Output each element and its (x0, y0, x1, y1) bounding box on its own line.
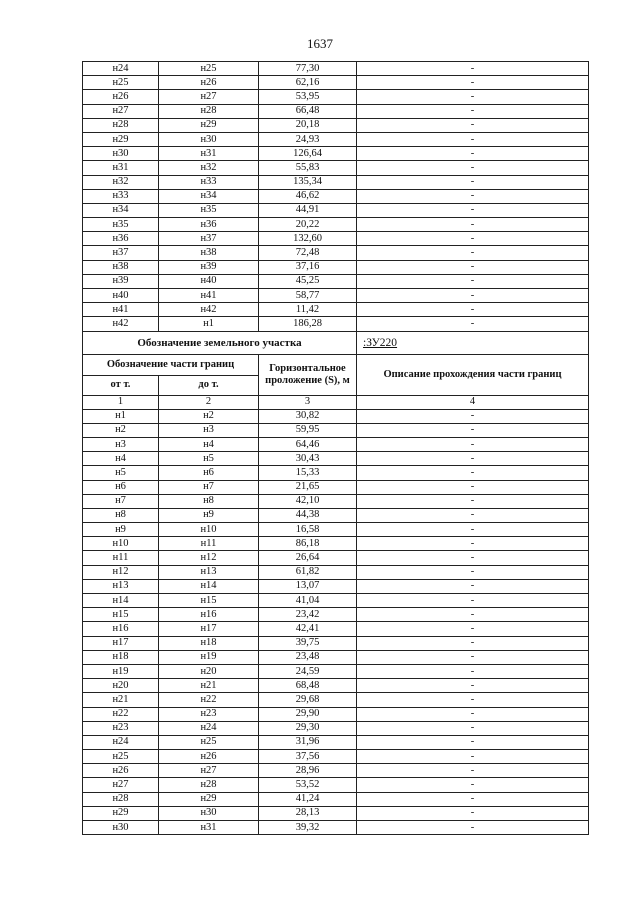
table-row (83, 260, 589, 274)
point-from: н42 (83, 317, 159, 331)
length-value: 53,95 (259, 90, 357, 104)
table-row (83, 274, 589, 288)
col-number-4: 4 (357, 395, 589, 409)
point-to: н20 (159, 664, 259, 678)
description: - (357, 76, 589, 90)
description: - (357, 735, 589, 749)
point-to: н33 (159, 175, 259, 189)
parcel-code: :ЗУ220 (357, 331, 589, 354)
point-from: н11 (83, 551, 159, 565)
description: - (357, 494, 589, 508)
point-from: н23 (83, 721, 159, 735)
point-from: н14 (83, 594, 159, 608)
point-to: н10 (159, 523, 259, 537)
point-from: н33 (83, 189, 159, 203)
table-row (83, 650, 589, 664)
description: - (357, 104, 589, 118)
header-desc: Описание прохождения части границ (357, 354, 589, 395)
point-from: н8 (83, 508, 159, 522)
col-number-3: 3 (259, 395, 357, 409)
description: - (357, 409, 589, 423)
point-to: н35 (159, 203, 259, 217)
table-row (83, 679, 589, 693)
length-value: 132,60 (259, 232, 357, 246)
description: - (357, 594, 589, 608)
table-row (83, 409, 589, 423)
length-value: 11,42 (259, 303, 357, 317)
table-row (83, 303, 589, 317)
table-row (83, 792, 589, 806)
table-row (83, 608, 589, 622)
length-value: 72,48 (259, 246, 357, 260)
description: - (357, 452, 589, 466)
table-row (83, 147, 589, 161)
point-from: н34 (83, 203, 159, 217)
description: - (357, 289, 589, 303)
description: - (357, 303, 589, 317)
length-value: 31,96 (259, 735, 357, 749)
length-value: 29,30 (259, 721, 357, 735)
point-from: н37 (83, 246, 159, 260)
point-to: н6 (159, 466, 259, 480)
description: - (357, 821, 589, 835)
point-from: н26 (83, 90, 159, 104)
table-row (83, 565, 589, 579)
point-from: н21 (83, 693, 159, 707)
point-to: н25 (159, 735, 259, 749)
table-row (83, 707, 589, 721)
table-row (83, 664, 589, 678)
point-to: н27 (159, 764, 259, 778)
table-row (83, 466, 589, 480)
length-value: 135,34 (259, 175, 357, 189)
length-value: 16,58 (259, 523, 357, 537)
point-to: н17 (159, 622, 259, 636)
length-value: 23,42 (259, 608, 357, 622)
length-value: 30,43 (259, 452, 357, 466)
point-from: н24 (83, 735, 159, 749)
point-from: н5 (83, 466, 159, 480)
top-rows (83, 62, 589, 332)
table-row (83, 551, 589, 565)
point-from: н25 (83, 750, 159, 764)
point-from: н12 (83, 565, 159, 579)
point-from: н26 (83, 764, 159, 778)
table-row (83, 622, 589, 636)
point-to: н18 (159, 636, 259, 650)
point-from: н6 (83, 480, 159, 494)
length-value: 37,56 (259, 750, 357, 764)
length-value: 23,48 (259, 650, 357, 664)
length-value: 53,52 (259, 778, 357, 792)
table-row (83, 118, 589, 132)
point-to: н8 (159, 494, 259, 508)
length-value: 37,16 (259, 260, 357, 274)
length-value: 61,82 (259, 565, 357, 579)
description: - (357, 260, 589, 274)
point-to: н4 (159, 437, 259, 451)
point-to: н37 (159, 232, 259, 246)
length-value: 20,18 (259, 118, 357, 132)
header-length: Горизонтальное проложение (S), м (259, 354, 357, 395)
description: - (357, 693, 589, 707)
description: - (357, 480, 589, 494)
description: - (357, 636, 589, 650)
point-from: н36 (83, 232, 159, 246)
length-value: 39,75 (259, 636, 357, 650)
length-value: 62,16 (259, 76, 357, 90)
table-row (83, 523, 589, 537)
description: - (357, 232, 589, 246)
length-value: 24,59 (259, 664, 357, 678)
description: - (357, 508, 589, 522)
point-to: н12 (159, 551, 259, 565)
point-from: н18 (83, 650, 159, 664)
point-from: н41 (83, 303, 159, 317)
point-from: н13 (83, 579, 159, 593)
table-row (83, 594, 589, 608)
description: - (357, 161, 589, 175)
col-number-2: 2 (159, 395, 259, 409)
description: - (357, 622, 589, 636)
description: - (357, 203, 589, 217)
point-to: н36 (159, 218, 259, 232)
length-value: 15,33 (259, 466, 357, 480)
description: - (357, 537, 589, 551)
point-from: н15 (83, 608, 159, 622)
point-to: н16 (159, 608, 259, 622)
table-row (83, 161, 589, 175)
length-value: 39,32 (259, 821, 357, 835)
table-row (83, 189, 589, 203)
point-to: н3 (159, 423, 259, 437)
length-value: 86,18 (259, 537, 357, 551)
point-to: н38 (159, 246, 259, 260)
point-to: н21 (159, 679, 259, 693)
point-from: н7 (83, 494, 159, 508)
description: - (357, 707, 589, 721)
point-from: н30 (83, 147, 159, 161)
length-value: 46,62 (259, 189, 357, 203)
point-to: н13 (159, 565, 259, 579)
table-row (83, 289, 589, 303)
length-value: 13,07 (259, 579, 357, 593)
point-to: н24 (159, 721, 259, 735)
point-to: н25 (159, 62, 259, 76)
point-from: н24 (83, 62, 159, 76)
point-to: н32 (159, 161, 259, 175)
length-value: 42,10 (259, 494, 357, 508)
point-from: н27 (83, 104, 159, 118)
description: - (357, 664, 589, 678)
table-row (83, 437, 589, 451)
point-from: н39 (83, 274, 159, 288)
length-value: 24,93 (259, 132, 357, 146)
table-row (83, 693, 589, 707)
description: - (357, 147, 589, 161)
point-from: н22 (83, 707, 159, 721)
length-value: 45,25 (259, 274, 357, 288)
point-to: н23 (159, 707, 259, 721)
length-value: 21,65 (259, 480, 357, 494)
description: - (357, 778, 589, 792)
table-row (83, 423, 589, 437)
point-to: н40 (159, 274, 259, 288)
point-to: н41 (159, 289, 259, 303)
header-from: от т. (83, 375, 159, 395)
table-row (83, 508, 589, 522)
point-to: н11 (159, 537, 259, 551)
table-row (83, 90, 589, 104)
col-number-1: 1 (83, 395, 159, 409)
description: - (357, 189, 589, 203)
point-from: н4 (83, 452, 159, 466)
length-value: 28,96 (259, 764, 357, 778)
point-to: н2 (159, 409, 259, 423)
point-to: н1 (159, 317, 259, 331)
length-value: 30,82 (259, 409, 357, 423)
point-to: н14 (159, 579, 259, 593)
point-to: н22 (159, 693, 259, 707)
point-to: н42 (159, 303, 259, 317)
point-from: н9 (83, 523, 159, 537)
point-from: н29 (83, 132, 159, 146)
description: - (357, 90, 589, 104)
point-from: н1 (83, 409, 159, 423)
point-to: н26 (159, 76, 259, 90)
point-from: н30 (83, 821, 159, 835)
description: - (357, 792, 589, 806)
description: - (357, 317, 589, 331)
description: - (357, 764, 589, 778)
point-to: н31 (159, 147, 259, 161)
point-from: н28 (83, 118, 159, 132)
point-from: н32 (83, 175, 159, 189)
point-to: н30 (159, 132, 259, 146)
description: - (357, 650, 589, 664)
point-from: н19 (83, 664, 159, 678)
length-value: 64,46 (259, 437, 357, 451)
description: - (357, 423, 589, 437)
bottom-rows (83, 409, 589, 835)
header-part: Обозначение части границ (83, 354, 259, 375)
table-row (83, 537, 589, 551)
description: - (357, 175, 589, 189)
description: - (357, 118, 589, 132)
table-row (83, 636, 589, 650)
description: - (357, 466, 589, 480)
point-to: н5 (159, 452, 259, 466)
description: - (357, 246, 589, 260)
description: - (357, 218, 589, 232)
point-from: н28 (83, 792, 159, 806)
point-to: н28 (159, 104, 259, 118)
table-row (83, 317, 589, 331)
length-value: 126,64 (259, 147, 357, 161)
point-to: н28 (159, 778, 259, 792)
length-value: 66,48 (259, 104, 357, 118)
boundary-table (82, 61, 589, 835)
length-value: 55,83 (259, 161, 357, 175)
length-value: 68,48 (259, 679, 357, 693)
point-from: н27 (83, 778, 159, 792)
parcel-label: Обозначение земельного участка (83, 331, 357, 354)
point-from: н17 (83, 636, 159, 650)
table-row (83, 104, 589, 118)
table-row (83, 764, 589, 778)
table-row (83, 750, 589, 764)
table-row (83, 246, 589, 260)
header-to: до т. (159, 375, 259, 395)
table-row (83, 62, 589, 76)
length-value: 42,41 (259, 622, 357, 636)
point-to: н30 (159, 806, 259, 820)
length-value: 29,68 (259, 693, 357, 707)
point-to: н15 (159, 594, 259, 608)
length-value: 77,30 (259, 62, 357, 76)
point-from: н29 (83, 806, 159, 820)
table-row (83, 494, 589, 508)
description: - (357, 274, 589, 288)
page-number: 1637 (307, 36, 333, 51)
table-row (83, 579, 589, 593)
point-from: н2 (83, 423, 159, 437)
length-value: 28,13 (259, 806, 357, 820)
description: - (357, 579, 589, 593)
point-to: н27 (159, 90, 259, 104)
description: - (357, 551, 589, 565)
length-value: 41,24 (259, 792, 357, 806)
description: - (357, 608, 589, 622)
point-from: н35 (83, 218, 159, 232)
point-to: н31 (159, 821, 259, 835)
table-row (83, 721, 589, 735)
table-row (83, 452, 589, 466)
length-value: 44,38 (259, 508, 357, 522)
point-from: н25 (83, 76, 159, 90)
length-value: 26,64 (259, 551, 357, 565)
description: - (357, 565, 589, 579)
point-to: н34 (159, 189, 259, 203)
table-row (83, 806, 589, 820)
table-row (83, 778, 589, 792)
point-from: н20 (83, 679, 159, 693)
point-from: н3 (83, 437, 159, 451)
point-from: н31 (83, 161, 159, 175)
point-to: н39 (159, 260, 259, 274)
description: - (357, 62, 589, 76)
point-to: н29 (159, 792, 259, 806)
point-to: н19 (159, 650, 259, 664)
table-row (83, 132, 589, 146)
point-from: н40 (83, 289, 159, 303)
length-value: 59,95 (259, 423, 357, 437)
point-to: н9 (159, 508, 259, 522)
table-row (83, 218, 589, 232)
length-value: 29,90 (259, 707, 357, 721)
point-from: н38 (83, 260, 159, 274)
description: - (357, 132, 589, 146)
point-from: н10 (83, 537, 159, 551)
length-value: 44,91 (259, 203, 357, 217)
table-row (83, 735, 589, 749)
point-to: н29 (159, 118, 259, 132)
point-to: н26 (159, 750, 259, 764)
table-row (83, 821, 589, 835)
description: - (357, 806, 589, 820)
description: - (357, 679, 589, 693)
table-row (83, 175, 589, 189)
length-value: 186,28 (259, 317, 357, 331)
point-to: н7 (159, 480, 259, 494)
length-value: 41,04 (259, 594, 357, 608)
table-row (83, 203, 589, 217)
table-row (83, 76, 589, 90)
length-value: 20,22 (259, 218, 357, 232)
table-row (83, 232, 589, 246)
parcel-header (83, 331, 589, 409)
description: - (357, 523, 589, 537)
length-value: 58,77 (259, 289, 357, 303)
description: - (357, 721, 589, 735)
description: - (357, 750, 589, 764)
table-row (83, 480, 589, 494)
point-from: н16 (83, 622, 159, 636)
description: - (357, 437, 589, 451)
